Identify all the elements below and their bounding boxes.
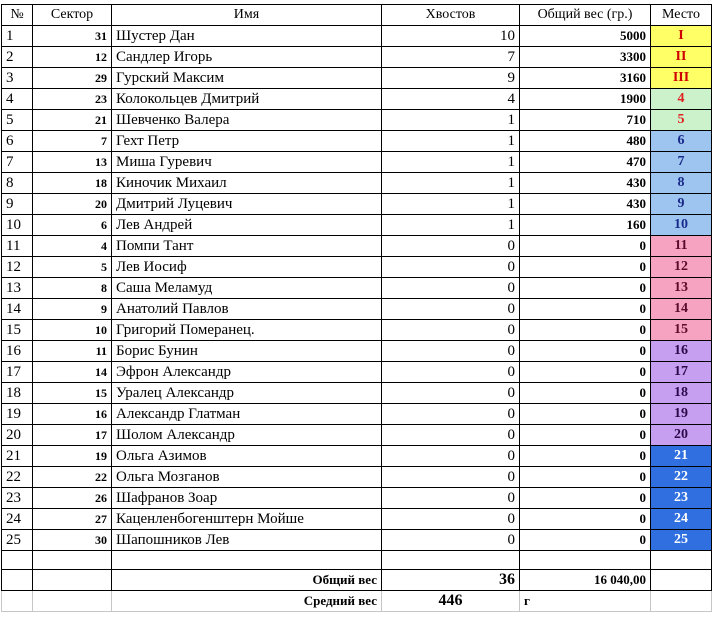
header-sector[interactable]: Сектор [33,5,112,26]
average-row [2,591,712,612]
cell-sector[interactable]: 11 [33,341,112,362]
cell-weight[interactable]: 430 [520,194,651,215]
cell-num[interactable]: 25 [2,530,33,551]
cell-name[interactable]: Григорий Померанец. [112,320,382,341]
cell-place[interactable]: 20 [651,425,712,446]
cell-sector[interactable]: 8 [33,278,112,299]
cell-tails[interactable]: 10 [382,26,520,47]
cell-name[interactable]: Ольга Азимов [112,446,382,467]
header-row [2,5,712,26]
cell-num[interactable]: 1 [2,26,33,47]
cell-weight[interactable]: 0 [520,257,651,278]
cell-tails[interactable]: 1 [382,194,520,215]
cell-num[interactable]: 9 [2,194,33,215]
avg-empty-cell[interactable] [2,591,33,612]
table-row [2,110,712,131]
cell-tails[interactable]: 0 [382,320,520,341]
cell-sector[interactable]: 14 [33,362,112,383]
cell-name[interactable]: Лев Андрей [112,215,382,236]
table-row [2,488,712,509]
cell-name[interactable]: Шолом Александр [112,425,382,446]
cell-num[interactable]: 17 [2,362,33,383]
cell-place[interactable]: 10 [651,215,712,236]
cell-place[interactable]: 23 [651,488,712,509]
average-unit[interactable]: г [520,591,651,612]
cell-place[interactable]: 22 [651,467,712,488]
blank-cell[interactable] [520,551,651,570]
table-row [2,320,712,341]
cell-name[interactable]: Анатолий Павлов [112,299,382,320]
cell-num[interactable]: 23 [2,488,33,509]
cell-name[interactable]: Александр Глатман [112,404,382,425]
cell-sector[interactable]: 18 [33,173,112,194]
cell-tails[interactable]: 1 [382,152,520,173]
cell-tails[interactable]: 0 [382,446,520,467]
table-row [2,215,712,236]
cell-weight[interactable]: 160 [520,215,651,236]
cell-weight[interactable]: 1900 [520,89,651,110]
cell-sector[interactable]: 27 [33,509,112,530]
cell-sector[interactable]: 7 [33,131,112,152]
cell-weight[interactable]: 0 [520,530,651,551]
table-row [2,509,712,530]
cell-num[interactable]: 8 [2,173,33,194]
cell-sector[interactable]: 17 [33,425,112,446]
cell-weight[interactable]: 0 [520,341,651,362]
cell-sector[interactable]: 21 [33,110,112,131]
header-tails[interactable]: Хвостов [382,5,520,26]
cell-tails[interactable]: 4 [382,89,520,110]
cell-place[interactable]: 11 [651,236,712,257]
cell-place[interactable]: 19 [651,404,712,425]
table-row [2,425,712,446]
header-place[interactable]: Место [651,5,712,26]
table-row [2,236,712,257]
cell-tails[interactable]: 0 [382,530,520,551]
cell-place[interactable]: 4 [651,89,712,110]
table-row [2,194,712,215]
cell-sector[interactable]: 16 [33,404,112,425]
cell-sector[interactable]: 5 [33,257,112,278]
cell-place[interactable]: 13 [651,278,712,299]
avg-empty-cell[interactable] [651,591,712,612]
cell-place[interactable]: I [651,26,712,47]
header-num[interactable]: № [2,5,33,26]
cell-tails[interactable]: 0 [382,299,520,320]
cell-weight[interactable]: 710 [520,110,651,131]
cell-num[interactable]: 22 [2,467,33,488]
cell-name[interactable]: Каценленбогенштерн Мойше [112,509,382,530]
table-row [2,68,712,89]
blank-cell[interactable] [2,551,33,570]
total-empty-cell[interactable] [33,570,112,591]
cell-sector[interactable]: 30 [33,530,112,551]
total-empty-cell[interactable] [651,570,712,591]
table-row [2,404,712,425]
cell-num[interactable]: 7 [2,152,33,173]
cell-tails[interactable]: 9 [382,68,520,89]
table-row [2,530,712,551]
cell-place[interactable]: 9 [651,194,712,215]
cell-name[interactable]: Шевченко Валера [112,110,382,131]
cell-place[interactable]: 12 [651,257,712,278]
results-spreadsheet [1,4,712,612]
table-row [2,341,712,362]
cell-name[interactable]: Гурский Максим [112,68,382,89]
cell-weight[interactable]: 0 [520,278,651,299]
cell-num[interactable]: 2 [2,47,33,68]
blank-cell[interactable] [382,551,520,570]
cell-tails[interactable]: 1 [382,215,520,236]
cell-num[interactable]: 5 [2,110,33,131]
cell-tails[interactable]: 1 [382,131,520,152]
cell-num[interactable]: 18 [2,383,33,404]
cell-place[interactable]: 7 [651,152,712,173]
table-row [2,467,712,488]
cell-name[interactable]: Шустер Дан [112,26,382,47]
total-tails[interactable]: 36 [382,570,520,591]
cell-name[interactable]: Миша Гуревич [112,152,382,173]
avg-empty-cell[interactable] [33,591,112,612]
cell-weight[interactable]: 0 [520,299,651,320]
cell-tails[interactable]: 1 [382,173,520,194]
cell-name[interactable]: Дмитрий Луцевич [112,194,382,215]
cell-num[interactable]: 20 [2,425,33,446]
cell-tails[interactable]: 0 [382,257,520,278]
cell-weight[interactable]: 470 [520,152,651,173]
cell-weight[interactable]: 0 [520,509,651,530]
cell-weight[interactable]: 3160 [520,68,651,89]
cell-tails[interactable]: 0 [382,404,520,425]
cell-weight[interactable]: 0 [520,362,651,383]
table-row [2,362,712,383]
cell-name[interactable]: Сандлер Игорь [112,47,382,68]
table-row [2,47,712,68]
cell-place[interactable]: II [651,47,712,68]
cell-weight[interactable]: 5000 [520,26,651,47]
blank-cell[interactable] [651,551,712,570]
cell-name[interactable]: Лев Иосиф [112,257,382,278]
cell-num[interactable]: 3 [2,68,33,89]
cell-tails[interactable]: 0 [382,278,520,299]
cell-weight[interactable]: 0 [520,425,651,446]
blank-cell[interactable] [112,551,382,570]
header-weight[interactable]: Общий вес (гр.) [520,5,651,26]
table-row [2,383,712,404]
cell-sector[interactable]: 22 [33,467,112,488]
total-label[interactable]: Общий вес [112,570,382,591]
average-label[interactable]: Средний вес [112,591,382,612]
cell-tails[interactable]: 0 [382,425,520,446]
cell-num[interactable]: 6 [2,131,33,152]
table-row [2,89,712,110]
cell-weight[interactable]: 0 [520,467,651,488]
cell-sector[interactable]: 29 [33,68,112,89]
cell-sector[interactable]: 15 [33,383,112,404]
cell-name[interactable]: Гехт Петр [112,131,382,152]
cell-tails[interactable]: 0 [382,383,520,404]
cell-name[interactable]: Эфрон Александр [112,362,382,383]
cell-sector[interactable]: 4 [33,236,112,257]
cell-weight[interactable]: 0 [520,404,651,425]
cell-sector[interactable]: 13 [33,152,112,173]
table-row [2,278,712,299]
cell-place[interactable]: 16 [651,341,712,362]
cell-name[interactable]: Шапошников Лев [112,530,382,551]
cell-place[interactable]: 25 [651,530,712,551]
cell-name[interactable]: Борис Бунин [112,341,382,362]
cell-num[interactable]: 19 [2,404,33,425]
cell-sector[interactable]: 10 [33,320,112,341]
cell-weight[interactable]: 0 [520,320,651,341]
table-row [2,26,712,47]
blank-row [2,551,712,570]
cell-tails[interactable]: 0 [382,509,520,530]
cell-name[interactable]: Ольга Мозганов [112,467,382,488]
cell-sector[interactable]: 26 [33,488,112,509]
cell-sector[interactable]: 9 [33,299,112,320]
cell-weight[interactable]: 480 [520,131,651,152]
cell-place[interactable]: 15 [651,320,712,341]
average-value[interactable]: 446 [382,591,520,612]
cell-tails[interactable]: 1 [382,110,520,131]
cell-weight[interactable]: 0 [520,446,651,467]
cell-place[interactable]: III [651,68,712,89]
cell-tails[interactable]: 0 [382,362,520,383]
cell-num[interactable]: 16 [2,341,33,362]
cell-sector[interactable]: 6 [33,215,112,236]
cell-num[interactable]: 11 [2,236,33,257]
cell-sector[interactable]: 31 [33,26,112,47]
cell-num[interactable]: 10 [2,215,33,236]
table-row [2,299,712,320]
cell-num[interactable]: 4 [2,89,33,110]
total-weight[interactable]: 16 040,00 [520,570,651,591]
cell-weight[interactable]: 0 [520,236,651,257]
cell-sector[interactable]: 20 [33,194,112,215]
cell-place[interactable]: 24 [651,509,712,530]
cell-place[interactable]: 17 [651,362,712,383]
cell-num[interactable]: 12 [2,257,33,278]
cell-weight[interactable]: 0 [520,383,651,404]
table-row [2,173,712,194]
cell-num[interactable]: 13 [2,278,33,299]
cell-weight[interactable]: 3300 [520,47,651,68]
cell-sector[interactable]: 19 [33,446,112,467]
cell-name[interactable]: Шафранов Зоар [112,488,382,509]
cell-num[interactable]: 14 [2,299,33,320]
cell-name[interactable]: Саша Меламуд [112,278,382,299]
cell-tails[interactable]: 0 [382,467,520,488]
cell-name[interactable]: Киночик Михаил [112,173,382,194]
cell-place[interactable]: 18 [651,383,712,404]
cell-place[interactable]: 8 [651,173,712,194]
table-row [2,257,712,278]
cell-name[interactable]: Помпи Тант [112,236,382,257]
cell-tails[interactable]: 0 [382,236,520,257]
cell-sector[interactable]: 23 [33,89,112,110]
cell-weight[interactable]: 0 [520,488,651,509]
cell-tails[interactable]: 0 [382,341,520,362]
cell-place[interactable]: 14 [651,299,712,320]
cell-place[interactable]: 6 [651,131,712,152]
header-name[interactable]: Имя [112,5,382,26]
blank-cell[interactable] [33,551,112,570]
cell-num[interactable]: 21 [2,446,33,467]
total-empty-cell[interactable] [2,570,33,591]
cell-tails[interactable]: 7 [382,47,520,68]
cell-place[interactable]: 21 [651,446,712,467]
cell-sector[interactable]: 12 [33,47,112,68]
cell-tails[interactable]: 0 [382,488,520,509]
table-row [2,446,712,467]
table-row [2,152,712,173]
cell-place[interactable]: 5 [651,110,712,131]
cell-num[interactable]: 24 [2,509,33,530]
cell-name[interactable]: Уралец Александр [112,383,382,404]
cell-weight[interactable]: 430 [520,173,651,194]
cell-num[interactable]: 15 [2,320,33,341]
total-row [2,570,712,591]
table-row [2,131,712,152]
cell-name[interactable]: Колокольцев Дмитрий [112,89,382,110]
